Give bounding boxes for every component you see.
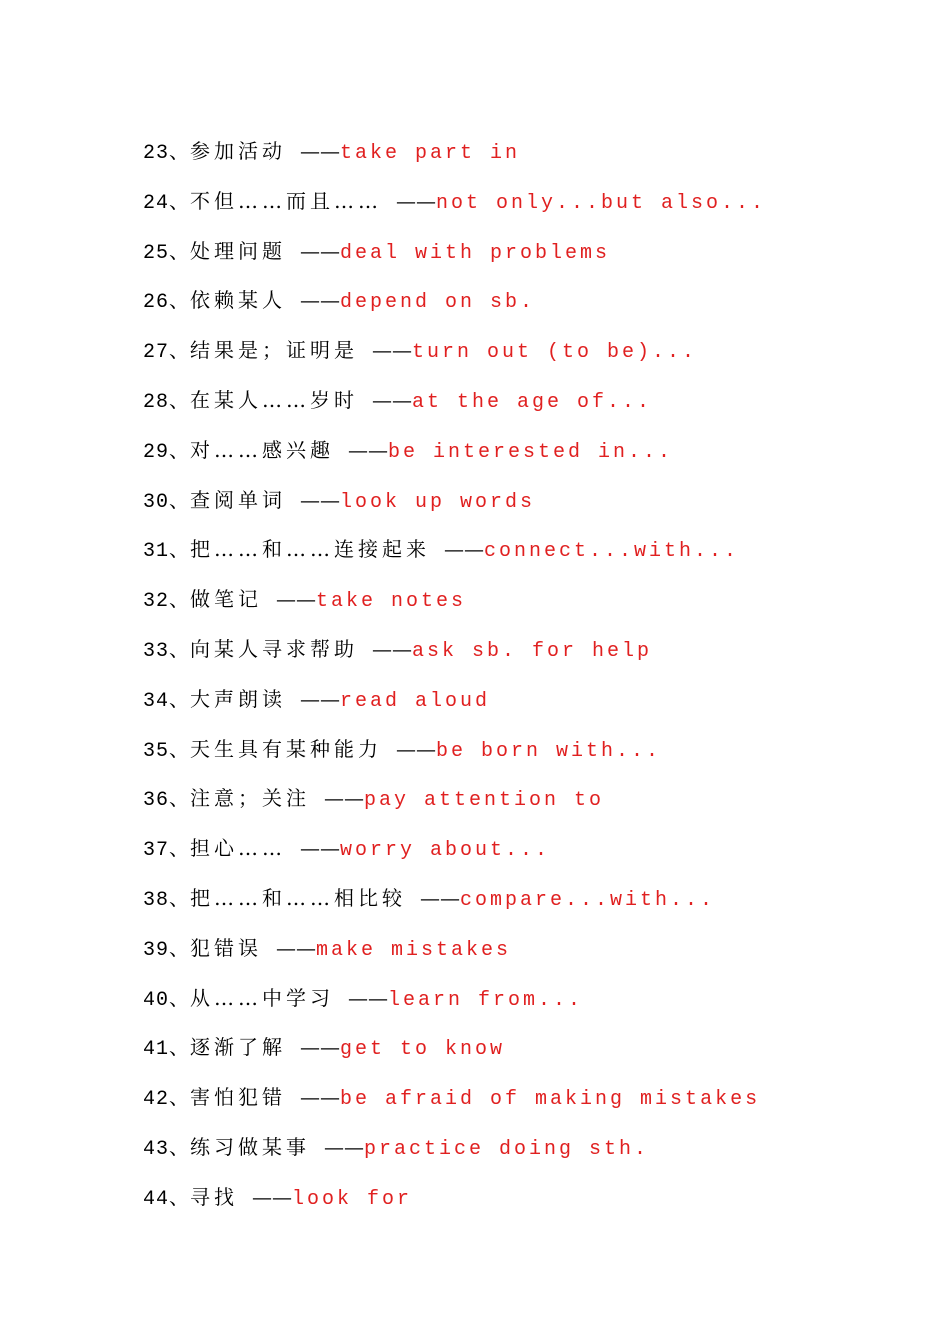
chinese-phrase: 在某人……岁时 (190, 387, 359, 412)
english-phrase: be interested in... (388, 440, 674, 464)
entry-number: 44、 (143, 1187, 191, 1211)
chinese-phrase: 依赖某人 (190, 288, 287, 313)
entry-number: 37、 (143, 839, 191, 863)
english-phrase: depend on sb. (340, 291, 536, 315)
english-phrase: be born with... (436, 739, 662, 763)
entry-number: 39、 (143, 938, 191, 962)
chinese-phrase: 把……和……连接起来 (190, 537, 431, 562)
english-phrase: look for (292, 1187, 413, 1211)
entry-number: 36、 (143, 789, 191, 813)
phrase-list (143, 136, 923, 1232)
english-phrase: ask sb. for help (412, 639, 653, 663)
dash-separator: —— (324, 786, 365, 811)
chinese-phrase: 犯错误 (190, 935, 263, 960)
english-phrase: take part in (340, 142, 521, 165)
phrase-entry (143, 584, 923, 634)
english-phrase: make mistakes (316, 938, 512, 962)
chinese-phrase: 做笔记 (190, 587, 263, 612)
phrase-entry (143, 485, 923, 535)
phrase-entry (143, 385, 923, 435)
dash-separator: —— (252, 1184, 293, 1209)
dash-separator: —— (444, 537, 485, 562)
entry-number: 27、 (143, 341, 191, 365)
entry-number: 25、 (143, 241, 191, 265)
phrase-entry (143, 1082, 923, 1132)
dash-separator: —— (300, 238, 341, 263)
entry-number: 24、 (143, 191, 191, 215)
phrase-entry (143, 435, 923, 485)
english-phrase: deal with problems (340, 241, 611, 265)
chinese-phrase: 结果是；证明是 (190, 338, 359, 363)
phrase-entry (143, 1132, 923, 1182)
chinese-phrase: 参加活动 (190, 139, 287, 163)
entry-number: 42、 (143, 1088, 191, 1112)
dash-separator: —— (372, 338, 413, 363)
entry-number: 28、 (143, 390, 191, 414)
phrase-entry (143, 933, 923, 983)
dash-separator: —— (276, 935, 317, 960)
chinese-phrase: 不但……而且…… (190, 188, 383, 213)
entry-number: 38、 (143, 888, 191, 912)
phrase-entry (143, 833, 923, 883)
dash-separator: —— (372, 636, 413, 661)
chinese-phrase: 注意；关注 (190, 786, 311, 811)
entry-number: 43、 (143, 1137, 191, 1161)
dash-separator: —— (300, 1035, 341, 1060)
entry-number: 26、 (143, 291, 191, 315)
chinese-phrase: 逐渐了解 (190, 1035, 287, 1060)
english-phrase: worry about... (340, 839, 551, 863)
english-phrase: learn from... (388, 988, 584, 1012)
chinese-phrase: 向某人寻求帮助 (190, 636, 359, 661)
phrase-entry (143, 634, 923, 684)
dash-separator: —— (396, 736, 437, 761)
english-phrase: compare...with... (460, 888, 716, 912)
chinese-phrase: 处理问题 (190, 238, 287, 263)
chinese-phrase: 寻找 (190, 1184, 239, 1209)
chinese-phrase: 担心…… (190, 836, 287, 861)
entry-number: 33、 (143, 639, 191, 663)
entry-number: 29、 (143, 440, 191, 464)
phrase-entry (143, 1182, 923, 1232)
phrase-entry (143, 734, 923, 784)
phrase-entry (143, 534, 923, 584)
phrase-entry (143, 186, 923, 236)
phrase-entry (143, 236, 923, 286)
phrase-entry (143, 783, 923, 833)
dash-separator: —— (300, 686, 341, 711)
chinese-phrase: 从……中学习 (190, 985, 335, 1010)
dash-separator: —— (300, 836, 341, 861)
entry-number: 40、 (143, 988, 191, 1012)
dash-separator: —— (372, 387, 413, 412)
chinese-phrase: 大声朗读 (190, 686, 287, 711)
english-phrase: practice doing sth. (364, 1137, 650, 1161)
entry-number: 34、 (143, 689, 191, 713)
dash-separator: —— (396, 188, 437, 213)
dash-separator: —— (420, 885, 461, 910)
chinese-phrase: 害怕犯错 (190, 1085, 287, 1110)
english-phrase: be afraid of making mistakes (340, 1088, 761, 1112)
english-phrase: get to know (340, 1038, 506, 1062)
dash-separator: —— (348, 985, 389, 1010)
dash-separator: —— (300, 139, 341, 163)
english-phrase: look up words (340, 490, 536, 514)
phrase-entry (143, 983, 923, 1033)
phrase-entry (143, 684, 923, 734)
phrase-entry (143, 285, 923, 335)
phrase-entry (143, 136, 923, 186)
dash-separator: —— (348, 437, 389, 462)
phrase-entry (143, 335, 923, 385)
entry-number: 32、 (143, 590, 191, 614)
chinese-phrase: 把……和……相比较 (190, 885, 407, 910)
english-phrase: at the age of... (412, 390, 653, 414)
chinese-phrase: 天生具有某种能力 (190, 736, 383, 761)
dash-separator: —— (276, 587, 317, 612)
entry-number: 41、 (143, 1038, 191, 1062)
phrase-entry (143, 883, 923, 933)
english-phrase: turn out (to be)... (412, 341, 698, 365)
dash-separator: —— (324, 1134, 365, 1159)
english-phrase: connect...with... (484, 540, 740, 564)
entry-number: 30、 (143, 490, 191, 514)
phrase-entry (143, 1032, 923, 1082)
english-phrase: not only...but also... (436, 191, 767, 215)
dash-separator: —— (300, 1085, 341, 1110)
dash-separator: —— (300, 487, 341, 512)
english-phrase: pay attention to (364, 789, 605, 813)
entry-number: 35、 (143, 739, 191, 763)
entry-number: 31、 (143, 540, 191, 564)
dash-separator: —— (300, 288, 341, 313)
english-phrase: read aloud (340, 689, 491, 713)
english-phrase: take notes (316, 590, 467, 614)
chinese-phrase: 对……感兴趣 (190, 437, 335, 462)
chinese-phrase: 查阅单词 (190, 487, 287, 512)
chinese-phrase: 练习做某事 (190, 1134, 311, 1159)
entry-number: 23、 (143, 142, 191, 165)
